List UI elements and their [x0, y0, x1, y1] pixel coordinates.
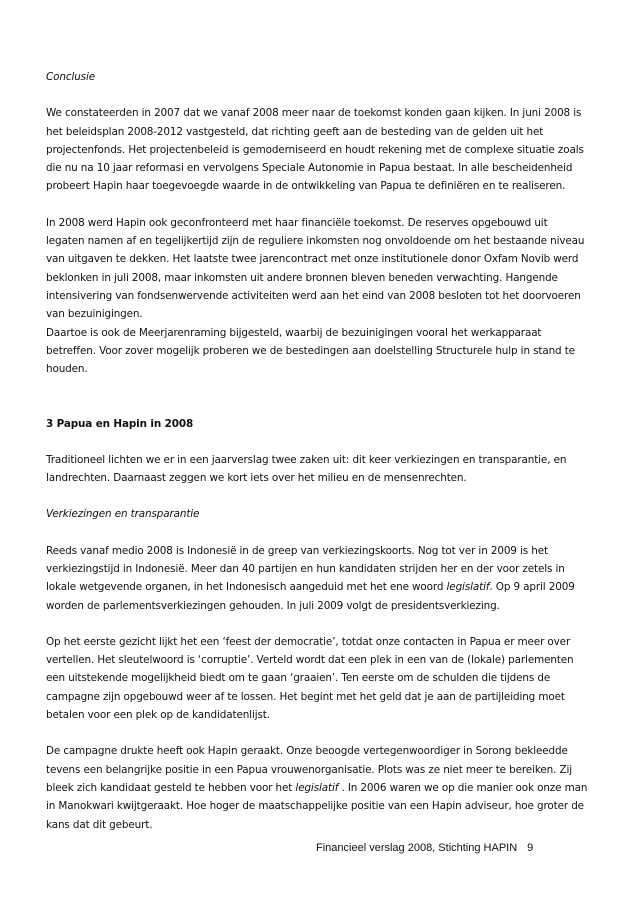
verkiezingen-label: Verkiezingen en transparantie [46, 508, 200, 521]
conclusie-paragraph-2: In 2008 werd Hapin ook geconfronteerd met haar financiële toekomst. De reserves opgebouwd uit legaten namen af en tegelijkertijd zijn de reguliere inkomsten nog onvoldoende om het bestaande niveau van uitgaven te dekken. Het laatste twee jarencontract met onze institutionele donor Oxfam Novib werd beklonken in juli 2008, maar inkomsten uit andere bronnen bleven beneden verwachting. Hangende intensivering van fondsenwervende activiteiten werd aan het eind van 2008 besloten tot het doorvoeren van bezuinigingen. [46, 216, 585, 321]
page-footer [316, 842, 566, 854]
footer-text: Financieel verslag 2008, Stichting HAPIN [316, 842, 518, 854]
conclusie-paragraph-1: We constateerden in 2007 dat we vanaf 2008 meer naar de toekomst konden gaan kijken. In juni 2008 is het beleidsplan 2008-2012 vastgesteld, dat richting geeft aan de besteding van de gelden uit het projectenfonds. Het projectenbeleid is gemoderniseerd en houdt rekening met de complexe situatie zoals die nu na 10 jaar reformasi en vervolgens Speciale Autonomie in Papua bestaat. In alle bescheidenheid probeert Hapin haar toegevoegde waarde in de ontwikkeling van Papua te definiëren en te realiseren. [46, 107, 584, 193]
verkiezingen-paragraph-2: Op het eerste gezicht lijkt het een ‘feest der democratie’, totdat onze contacten in Papua er meer over vertellen. Het sleutelwoord is ‘corruptie’. Verteld wordt dat een plek in een van de (lokale) parlementen een uitstekende mogelijkheid biedt om te gaan ‘graaien’. Ten eerste om de schulden die tijdens de campagne zijn opgebouwd weer af te lossen. Het begint met het geld dat je aan de partijleiding moet betalen voor een plek op de kandidatenlijst. [46, 635, 574, 722]
section3-paragraph-1: Traditioneel lichten we er in een jaarverslag twee zaken uit: dit keer verkiezingen en transparantie, en landrechten. Daarnaast zeggen we kort iets over het milieu en de mensenrechten. [46, 453, 567, 485]
legislatif-term: legislatif [446, 581, 490, 594]
page-number: 9 [527, 842, 534, 854]
verkiezingen-paragraph-3-text-a: De campagne drukte heeft ook Hapin geraakt. Onze beoogde vertegenwoordiger in Sorong bekleedde tevens een belangrijke positie in een Papua vrouwenorganisatie. Plots was ze niet meer te bereiken. Zij bleek zich kandidaat gesteld te hebben voor het [46, 745, 573, 794]
verkiezingen-paragraph-1-text-a: Reeds vanaf medio 2008 is Indonesië in de greep van verkiezingskoorts. Nog tot ver in 2009 is het verkiezingstijd in Indonesië. Meer dan 40 partijen en hun kandidaten strijden her en der voor zetels in lokale wetgevende organen, in het Indonesisch aangeduid met het ene woord [46, 544, 565, 594]
document-page [46, 68, 588, 852]
conclusie-label: Conclusie [46, 71, 95, 83]
verkiezingen-paragraph-3 [46, 742, 588, 833]
section-heading-3: 3 Papua en Hapin in 2008 [46, 418, 194, 431]
legislatif-term: legislatif [295, 781, 339, 794]
conclusie-paragraph-3: Daartoe is ook de Meerjarenraming bijgesteld, waarbij de bezuinigingen vooral het werkapparaat betreffen. Voor zover mogelijk proberen we de bestedingen aan doelstelling Structurele hulp in stand te houden. [46, 326, 575, 376]
verkiezingen-paragraph-3-text-b: . In 2006 waren we op die manier ook onze man in Manokwari kwijtgeraakt. Hoe hoger de maatschappelijke positie van een Hapin adviseur, hoe groter de kans dat dit gebeurt. [46, 781, 588, 831]
verkiezingen-paragraph-1-text-b: . Op 9 april 2009 worden de parlementsverkiezingen gehouden. In juli 2009 volgt de presidentsverkiezing. [46, 581, 575, 612]
verkiezingen-paragraph-1 [46, 542, 588, 615]
